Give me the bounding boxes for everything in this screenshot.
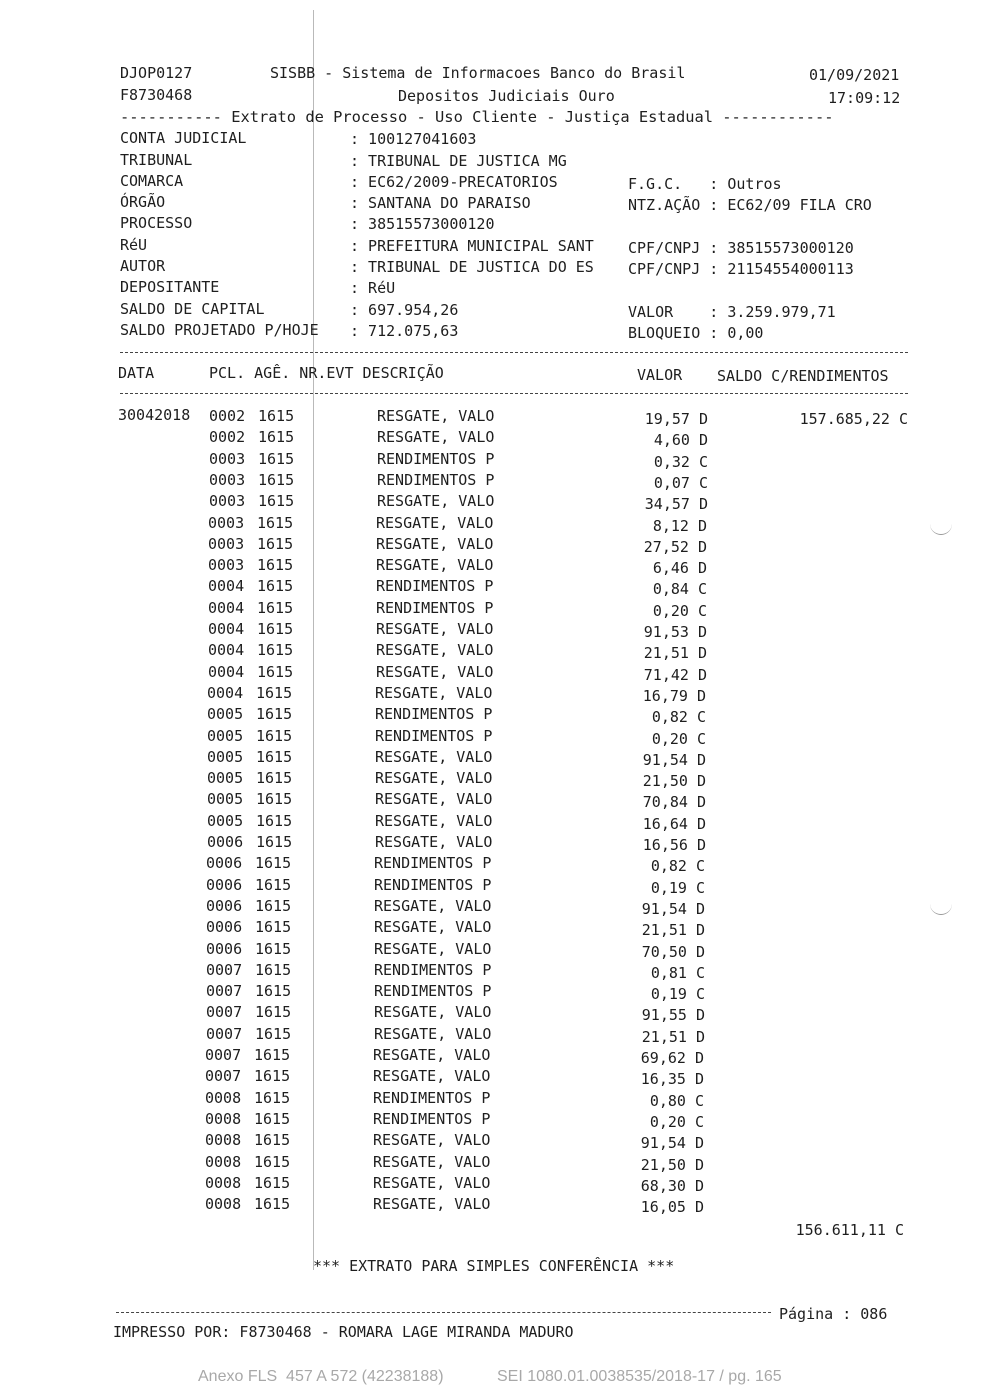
row-agencia: 1615 bbox=[256, 790, 293, 809]
row-descricao: RESGATE, VALO bbox=[375, 769, 493, 788]
row-pcl: 0005 bbox=[207, 769, 244, 788]
info-value: : RéU bbox=[350, 279, 396, 297]
row-agencia: 1615 bbox=[254, 1088, 291, 1107]
row-agencia: 1615 bbox=[257, 513, 294, 532]
row-pcl: 0005 bbox=[207, 747, 244, 766]
row-valor: 70,84 D bbox=[642, 793, 706, 812]
row-pcl: 0003 bbox=[209, 470, 246, 489]
row-pcl: 0008 bbox=[205, 1131, 242, 1150]
info-label: COMARCA bbox=[120, 172, 184, 190]
punch-hole-mark bbox=[930, 522, 952, 535]
row-pcl: 0003 bbox=[208, 534, 245, 553]
row-descricao: RESGATE, VALO bbox=[373, 1152, 491, 1171]
row-pcl: 0005 bbox=[207, 726, 244, 745]
info-right-field: CPF/CNPJ : 38515573000120 bbox=[628, 239, 854, 257]
row-valor: 0,19 C bbox=[650, 985, 705, 1004]
row-descricao: RESGATE, VALO bbox=[375, 790, 493, 809]
row-valor: 0,20 C bbox=[652, 601, 707, 620]
row-descricao: RENDIMENTOS P bbox=[374, 875, 492, 894]
divider bbox=[120, 393, 908, 394]
info-right-field: CPF/CNPJ : 21154554000113 bbox=[628, 260, 854, 278]
row-agencia: 1615 bbox=[258, 407, 295, 425]
row-agencia: 1615 bbox=[256, 769, 293, 788]
row-agencia: 1615 bbox=[256, 705, 293, 724]
info-value: : TRIBUNAL DE JUSTICA DO ES bbox=[350, 258, 594, 276]
info-right-field: BLOQUEIO : 0,00 bbox=[628, 324, 764, 342]
row-descricao: RESGATE, VALO bbox=[374, 939, 492, 958]
page-number: Página : 086 bbox=[779, 1305, 888, 1323]
report-date: 01/09/2021 bbox=[809, 66, 900, 84]
row-pcl: 0003 bbox=[209, 449, 246, 468]
row-agencia: 1615 bbox=[254, 1131, 291, 1150]
closing-balance: 156.611,11 C bbox=[795, 1221, 904, 1239]
row-valor: 0,82 C bbox=[650, 857, 705, 876]
row-descricao: RESGATE, VALO bbox=[375, 747, 493, 766]
info-label: AUTOR bbox=[120, 257, 166, 275]
row-pcl: 0007 bbox=[206, 982, 243, 1001]
row-valor: 70,50 D bbox=[641, 942, 705, 961]
info-value: : 38515573000120 bbox=[350, 215, 495, 233]
row-valor: 6,46 D bbox=[652, 559, 707, 578]
row-descricao: RESGATE, VALO bbox=[377, 428, 495, 447]
row-pcl: 0008 bbox=[205, 1088, 242, 1107]
report-title-line: ----------- Extrato de Processo - Uso Cliente - Justiça Estadual ------------ bbox=[120, 108, 834, 126]
row-pcl: 0002 bbox=[209, 407, 246, 425]
row-agencia: 1615 bbox=[256, 683, 293, 702]
row-descricao: RESGATE, VALO bbox=[377, 407, 495, 425]
row-pcl: 0004 bbox=[208, 641, 245, 660]
row-pcl: 0004 bbox=[208, 662, 245, 681]
info-label: PROCESSO bbox=[120, 214, 193, 232]
row-descricao: RESGATE, VALO bbox=[373, 1173, 491, 1192]
row-valor: 16,35 D bbox=[640, 1070, 704, 1089]
user-code: F8730468 bbox=[120, 86, 193, 104]
row-valor: 0,81 C bbox=[650, 963, 705, 982]
row-descricao: RESGATE, VALO bbox=[373, 1046, 491, 1064]
row-valor: 91,55 D bbox=[641, 1006, 705, 1025]
row-descricao: RESGATE, VALO bbox=[374, 1024, 492, 1043]
row-valor: 0,84 C bbox=[652, 580, 707, 599]
row-descricao: RESGATE, VALO bbox=[374, 896, 492, 915]
row-pcl: 0008 bbox=[205, 1195, 242, 1214]
row-descricao: RENDIMENTOS P bbox=[377, 449, 495, 468]
row-valor: 91,54 D bbox=[641, 899, 705, 918]
row-valor: 91,53 D bbox=[643, 623, 707, 641]
row-descricao: RESGATE, VALO bbox=[375, 683, 493, 702]
row-pcl: 0008 bbox=[205, 1152, 242, 1171]
row-agencia: 1615 bbox=[255, 939, 292, 958]
row-valor: 16,64 D bbox=[642, 814, 706, 833]
row-descricao: RENDIMENTOS P bbox=[375, 705, 493, 724]
first-date: 30042018 bbox=[118, 406, 191, 424]
scan-fold-line bbox=[313, 10, 314, 1270]
row-descricao: RESGATE, VALO bbox=[376, 662, 494, 681]
row-pcl: 0003 bbox=[208, 556, 245, 575]
info-value: : PREFEITURA MUNICIPAL SANT bbox=[350, 237, 594, 255]
row-valor: 8,12 D bbox=[652, 516, 707, 535]
row-pcl: 0004 bbox=[207, 683, 244, 702]
row-descricao: RENDIMENTOS P bbox=[374, 854, 492, 873]
row-pcl: 0005 bbox=[207, 705, 244, 724]
row-valor: 0,20 C bbox=[649, 1112, 704, 1131]
printed-by: IMPRESSO POR: F8730468 - ROMARA LAGE MIRANDA MADURO bbox=[113, 1323, 574, 1341]
row-agencia: 1615 bbox=[254, 1109, 291, 1128]
row-agencia: 1615 bbox=[255, 960, 292, 979]
report-subtitle: Depositos Judiciais Ouro bbox=[398, 87, 615, 105]
row-valor: 68,30 D bbox=[640, 1176, 704, 1195]
info-label: SALDO DE CAPITAL bbox=[120, 300, 265, 318]
info-label: TRIBUNAL bbox=[120, 151, 193, 169]
row-descricao: RESGATE, VALO bbox=[374, 1003, 492, 1022]
row-valor: 91,54 D bbox=[640, 1134, 704, 1153]
row-descricao: RENDIMENTOS P bbox=[377, 470, 495, 489]
sei-stamp: SEI 1080.01.0038535/2018-17 / pg. 165 bbox=[497, 1368, 782, 1385]
row-pcl: 0006 bbox=[206, 854, 243, 873]
info-value: : 697.954,26 bbox=[350, 301, 459, 319]
row-agencia: 1615 bbox=[257, 641, 294, 660]
info-value: : TRIBUNAL DE JUSTICA MG bbox=[350, 152, 567, 170]
row-valor: 16,79 D bbox=[642, 686, 706, 705]
row-agencia: 1615 bbox=[255, 896, 292, 915]
row-agencia: 1615 bbox=[255, 854, 292, 873]
col-header-valor: VALOR bbox=[637, 366, 683, 384]
row-descricao: RESGATE, VALO bbox=[375, 811, 493, 830]
row-pcl: 0008 bbox=[205, 1109, 242, 1128]
info-right-field: VALOR : 3.259.979,71 bbox=[628, 303, 836, 321]
col-header-data: DATA bbox=[118, 364, 155, 382]
row-valor: 0,20 C bbox=[651, 729, 706, 748]
row-valor: 0,32 C bbox=[653, 452, 708, 471]
row-descricao: RENDIMENTOS P bbox=[376, 598, 494, 617]
row-pcl: 0004 bbox=[208, 598, 245, 617]
row-pcl: 0005 bbox=[207, 811, 244, 830]
row-valor: 0,82 C bbox=[651, 708, 706, 727]
row-valor: 16,56 D bbox=[642, 836, 706, 854]
info-value: : 712.075,63 bbox=[350, 322, 459, 340]
punch-hole-mark bbox=[930, 902, 952, 915]
row-agencia: 1615 bbox=[258, 449, 295, 468]
col-header-saldo: SALDO C/RENDIMENTOS bbox=[717, 367, 889, 385]
row-valor: 21,50 D bbox=[640, 1155, 704, 1174]
row-agencia: 1615 bbox=[256, 811, 293, 830]
row-pcl: 0006 bbox=[206, 875, 243, 894]
row-agencia: 1615 bbox=[254, 1195, 291, 1214]
row-agencia: 1615 bbox=[258, 492, 295, 511]
row-descricao: RESGATE, VALO bbox=[373, 1067, 491, 1086]
row-agencia: 1615 bbox=[257, 620, 294, 638]
row-agencia: 1615 bbox=[257, 556, 294, 575]
info-label: DEPOSITANTE bbox=[120, 278, 220, 296]
row-descricao: RESGATE, VALO bbox=[376, 534, 494, 553]
row-agencia: 1615 bbox=[258, 428, 295, 447]
row-pcl: 0007 bbox=[205, 1046, 242, 1064]
row-valor: 21,51 D bbox=[643, 644, 707, 663]
row-agencia: 1615 bbox=[258, 470, 295, 489]
row-pcl: 0006 bbox=[206, 896, 243, 915]
row-agencia: 1615 bbox=[255, 1003, 292, 1022]
row-pcl: 0003 bbox=[208, 513, 245, 532]
row-valor: 0,19 C bbox=[650, 878, 705, 897]
row-pcl: 0003 bbox=[209, 492, 246, 511]
row-valor: 21,51 D bbox=[641, 1027, 705, 1046]
row-pcl: 0006 bbox=[206, 939, 243, 958]
row-pcl: 0004 bbox=[208, 620, 245, 638]
info-value: : SANTANA DO PARAISO bbox=[350, 194, 531, 212]
info-label: ÓRGÃO bbox=[120, 193, 166, 211]
row-valor: 71,42 D bbox=[643, 665, 707, 684]
row-valor: 0,80 C bbox=[649, 1091, 704, 1110]
row-pcl: 0005 bbox=[207, 790, 244, 809]
row-pcl: 0002 bbox=[209, 428, 246, 447]
row-pcl: 0007 bbox=[206, 1003, 243, 1022]
row-descricao: RESGATE, VALO bbox=[376, 641, 494, 660]
info-label: RéU bbox=[120, 236, 148, 254]
row-descricao: RESGATE, VALO bbox=[376, 513, 494, 532]
row-descricao: RESGATE, VALO bbox=[377, 492, 495, 511]
col-header-pcl-age-desc: PCL. AGÊ. NR.EVT DESCRIÇÃO bbox=[209, 364, 444, 382]
row-descricao: RENDIMENTOS P bbox=[373, 1088, 491, 1107]
row-agencia: 1615 bbox=[254, 1067, 291, 1086]
row-valor: 69,62 D bbox=[640, 1049, 704, 1067]
row-descricao: RENDIMENTOS P bbox=[376, 577, 494, 596]
row-pcl: 0006 bbox=[207, 833, 244, 851]
info-label: SALDO PROJETADO P/HOJE bbox=[120, 321, 319, 339]
row-agencia: 1615 bbox=[255, 982, 292, 1001]
row-valor: 19,57 D bbox=[644, 410, 708, 428]
row-descricao: RENDIMENTOS P bbox=[373, 1109, 491, 1128]
row-valor: 0,07 C bbox=[653, 473, 708, 492]
row-valor: 34,57 D bbox=[644, 495, 708, 514]
row-agencia: 1615 bbox=[254, 1046, 291, 1064]
annex-stamp: Anexo FLS 457 A 572 (42238188) bbox=[198, 1368, 444, 1385]
row-pcl: 0007 bbox=[206, 1024, 243, 1043]
info-right-field: NTZ.AÇÃO : EC62/09 FILA CRO bbox=[628, 196, 872, 214]
row-descricao: RESGATE, VALO bbox=[374, 918, 492, 937]
conference-notice: *** EXTRATO PARA SIMPLES CONFERÊNCIA *** bbox=[313, 1257, 675, 1275]
info-label: CONTA JUDICIAL bbox=[120, 129, 247, 147]
info-value: : 100127041603 bbox=[350, 130, 477, 148]
row-agencia: 1615 bbox=[256, 747, 293, 766]
info-value: : EC62/2009-PRECATORIOS bbox=[350, 173, 558, 191]
row-descricao: RESGATE, VALO bbox=[376, 556, 494, 575]
row-descricao: RENDIMENTOS P bbox=[375, 726, 493, 745]
row-valor: 16,05 D bbox=[640, 1198, 704, 1217]
row-agencia: 1615 bbox=[255, 1024, 292, 1043]
info-right-field: F.G.C. : Outros bbox=[628, 175, 782, 193]
row-agencia: 1615 bbox=[257, 534, 294, 553]
opening-balance: 157.685,22 C bbox=[799, 410, 908, 428]
row-pcl: 0007 bbox=[206, 960, 243, 979]
row-descricao: RESGATE, VALO bbox=[373, 1131, 491, 1150]
row-valor: 91,54 D bbox=[642, 750, 706, 769]
row-descricao: RENDIMENTOS P bbox=[374, 982, 492, 1001]
row-descricao: RESGATE, VALO bbox=[375, 833, 493, 851]
row-agencia: 1615 bbox=[255, 875, 292, 894]
system-title: SISBB - Sistema de Informacoes Banco do Brasil bbox=[270, 64, 686, 82]
row-pcl: 0006 bbox=[206, 918, 243, 937]
divider bbox=[120, 352, 908, 353]
report-time: 17:09:12 bbox=[828, 89, 901, 107]
row-agencia: 1615 bbox=[255, 918, 292, 937]
row-agencia: 1615 bbox=[256, 833, 293, 851]
row-agencia: 1615 bbox=[257, 598, 294, 617]
row-pcl: 0007 bbox=[205, 1067, 242, 1086]
row-descricao: RENDIMENTOS P bbox=[374, 960, 492, 979]
row-agencia: 1615 bbox=[254, 1173, 291, 1192]
row-descricao: RESGATE, VALO bbox=[373, 1195, 491, 1214]
row-descricao: RESGATE, VALO bbox=[376, 620, 494, 638]
row-agencia: 1615 bbox=[256, 726, 293, 745]
row-agencia: 1615 bbox=[257, 662, 294, 681]
row-valor: 21,51 D bbox=[641, 921, 705, 940]
footer-divider bbox=[116, 1312, 771, 1313]
row-agencia: 1615 bbox=[257, 577, 294, 596]
row-pcl: 0008 bbox=[205, 1173, 242, 1192]
row-valor: 27,52 D bbox=[643, 537, 707, 556]
system-code: DJOP0127 bbox=[120, 64, 193, 82]
row-agencia: 1615 bbox=[254, 1152, 291, 1171]
row-pcl: 0004 bbox=[208, 577, 245, 596]
row-valor: 21,50 D bbox=[642, 772, 706, 791]
row-valor: 4,60 D bbox=[653, 431, 708, 450]
